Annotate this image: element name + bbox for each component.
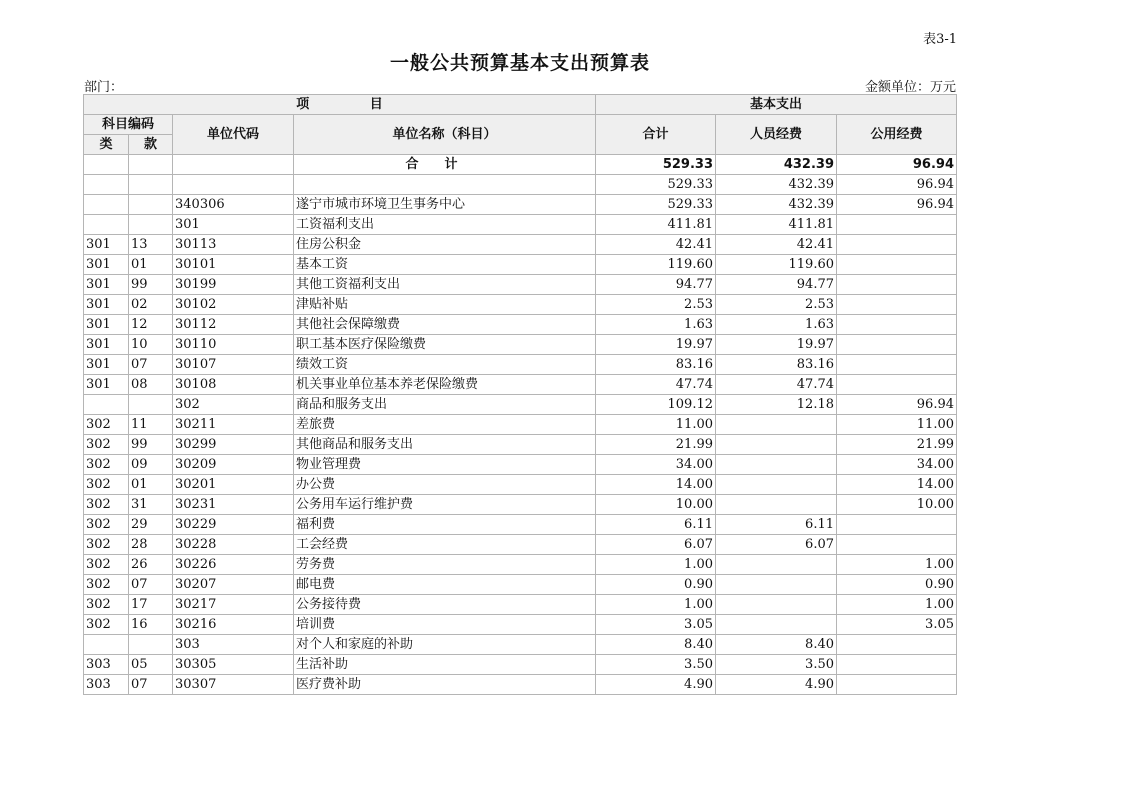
section-cell: 29 <box>129 515 173 535</box>
table-header <box>84 95 957 155</box>
table-row <box>84 675 957 695</box>
table-row <box>84 515 957 535</box>
unit-code-cell: 30201 <box>173 475 294 495</box>
unit-name-cell: 商品和服务支出 <box>294 395 596 415</box>
report-title: 一般公共预算基本支出预算表 <box>389 52 650 74</box>
category-cell <box>84 195 129 215</box>
section-cell: 31 <box>129 495 173 515</box>
unit-name-cell: 邮电费 <box>294 575 596 595</box>
total-cell: 4.90 <box>596 675 716 695</box>
personnel-cell: 8.40 <box>716 635 837 655</box>
unit-name-cell <box>294 175 596 195</box>
section-cell <box>129 395 173 415</box>
unit-code-cell: 30299 <box>173 435 294 455</box>
total-personnel: 432.39 <box>716 155 837 175</box>
category-cell <box>84 395 129 415</box>
category-cell: 302 <box>84 535 129 555</box>
table-row <box>84 195 957 215</box>
category-cell: 302 <box>84 555 129 575</box>
public-cell <box>837 355 957 375</box>
personnel-cell: 6.11 <box>716 515 837 535</box>
section-cell: 99 <box>129 275 173 295</box>
total-sec-cell <box>129 155 173 175</box>
section-cell: 07 <box>129 675 173 695</box>
section-cell: 28 <box>129 535 173 555</box>
unit-name-cell: 住房公积金 <box>294 235 596 255</box>
personnel-cell: 4.90 <box>716 675 837 695</box>
section-cell: 99 <box>129 435 173 455</box>
total-cat-cell <box>84 155 129 175</box>
section-cell: 01 <box>129 255 173 275</box>
table-row <box>84 295 957 315</box>
category-cell: 301 <box>84 295 129 315</box>
table-row <box>84 215 957 235</box>
section-cell: 02 <box>129 295 173 315</box>
public-cell <box>837 335 957 355</box>
table-row <box>84 555 957 575</box>
section-cell: 16 <box>129 615 173 635</box>
unit-name-cell: 工会经费 <box>294 535 596 555</box>
total-cell: 8.40 <box>596 635 716 655</box>
public-cell <box>837 275 957 295</box>
public-cell <box>837 315 957 335</box>
total-cell: 21.99 <box>596 435 716 455</box>
public-cell <box>837 635 957 655</box>
header-section: 款 <box>129 135 173 155</box>
unit-name-cell: 对个人和家庭的补助 <box>294 635 596 655</box>
header-unit-code: 单位代码 <box>173 115 294 155</box>
total-cell: 2.53 <box>596 295 716 315</box>
section-cell: 10 <box>129 335 173 355</box>
unit-name-cell: 绩效工资 <box>294 355 596 375</box>
personnel-cell: 1.63 <box>716 315 837 335</box>
section-cell: 05 <box>129 655 173 675</box>
unit-name-cell: 其他商品和服务支出 <box>294 435 596 455</box>
public-cell: 34.00 <box>837 455 957 475</box>
public-cell: 96.94 <box>837 195 957 215</box>
personnel-cell: 432.39 <box>716 195 837 215</box>
public-cell: 3.05 <box>837 615 957 635</box>
public-cell <box>837 375 957 395</box>
public-cell: 96.94 <box>837 175 957 195</box>
public-cell <box>837 675 957 695</box>
unit-code-cell: 30228 <box>173 535 294 555</box>
unit-name-cell: 劳务费 <box>294 555 596 575</box>
section-cell: 13 <box>129 235 173 255</box>
unit-code-cell: 30217 <box>173 595 294 615</box>
personnel-cell: 2.53 <box>716 295 837 315</box>
category-cell: 301 <box>84 375 129 395</box>
total-code-cell <box>173 155 294 175</box>
public-cell: 96.94 <box>837 395 957 415</box>
unit-name-cell: 职工基本医疗保险缴费 <box>294 335 596 355</box>
section-cell <box>129 195 173 215</box>
total-cell: 109.12 <box>596 395 716 415</box>
table-row <box>84 535 957 555</box>
public-cell: 1.00 <box>837 595 957 615</box>
category-cell: 301 <box>84 355 129 375</box>
total-cell: 6.11 <box>596 515 716 535</box>
total-row <box>84 155 957 175</box>
public-cell <box>837 535 957 555</box>
section-cell: 08 <box>129 375 173 395</box>
category-cell: 301 <box>84 235 129 255</box>
personnel-cell <box>716 615 837 635</box>
category-cell: 301 <box>84 275 129 295</box>
public-cell <box>837 235 957 255</box>
total-cell: 42.41 <box>596 235 716 255</box>
personnel-cell: 42.41 <box>716 235 837 255</box>
total-label: 合计 <box>294 155 596 175</box>
unit-name-cell: 公务接待费 <box>294 595 596 615</box>
section-cell <box>129 175 173 195</box>
personnel-cell <box>716 455 837 475</box>
unit-code-cell: 30209 <box>173 455 294 475</box>
personnel-cell <box>716 435 837 455</box>
personnel-cell: 119.60 <box>716 255 837 275</box>
total-cell: 529.33 <box>596 195 716 215</box>
personnel-cell: 94.77 <box>716 275 837 295</box>
table-row <box>84 235 957 255</box>
total-cell: 19.97 <box>596 335 716 355</box>
total-public: 96.94 <box>837 155 957 175</box>
category-cell <box>84 635 129 655</box>
public-cell <box>837 255 957 275</box>
unit-name-cell: 工资福利支出 <box>294 215 596 235</box>
public-cell <box>837 515 957 535</box>
unit-code-cell: 30101 <box>173 255 294 275</box>
unit-name-cell: 福利费 <box>294 515 596 535</box>
table-row <box>84 575 957 595</box>
total-cell: 411.81 <box>596 215 716 235</box>
category-cell <box>84 175 129 195</box>
table-row <box>84 355 957 375</box>
total-cell: 1.00 <box>596 555 716 575</box>
total-cell: 1.63 <box>596 315 716 335</box>
total-cell: 6.07 <box>596 535 716 555</box>
table-row <box>84 375 957 395</box>
public-cell: 0.90 <box>837 575 957 595</box>
table-row <box>84 415 957 435</box>
category-cell: 302 <box>84 575 129 595</box>
header-basic-expense: 基本支出 <box>596 95 957 115</box>
unit-code-cell: 30107 <box>173 355 294 375</box>
section-cell <box>129 635 173 655</box>
total-amount: 529.33 <box>596 155 716 175</box>
unit-name-cell: 差旅费 <box>294 415 596 435</box>
personnel-cell: 83.16 <box>716 355 837 375</box>
public-cell: 10.00 <box>837 495 957 515</box>
category-cell: 301 <box>84 335 129 355</box>
personnel-cell <box>716 575 837 595</box>
unit-code-cell: 30108 <box>173 375 294 395</box>
table-row <box>84 395 957 415</box>
unit-code-cell: 30305 <box>173 655 294 675</box>
total-cell: 34.00 <box>596 455 716 475</box>
section-cell: 17 <box>129 595 173 615</box>
public-cell <box>837 295 957 315</box>
unit-code-cell: 30231 <box>173 495 294 515</box>
table-row <box>84 475 957 495</box>
unit-code-cell: 30113 <box>173 235 294 255</box>
unit-name-cell: 津贴补贴 <box>294 295 596 315</box>
unit-code-cell: 30216 <box>173 615 294 635</box>
unit-name-cell: 遂宁市城市环境卫生事务中心 <box>294 195 596 215</box>
table-row <box>84 335 957 355</box>
unit-name-cell: 医疗费补助 <box>294 675 596 695</box>
unit-code-cell: 30199 <box>173 275 294 295</box>
total-cell: 11.00 <box>596 415 716 435</box>
section-cell: 11 <box>129 415 173 435</box>
table-row <box>84 495 957 515</box>
section-cell: 26 <box>129 555 173 575</box>
public-cell: 1.00 <box>837 555 957 575</box>
unit-code-cell: 302 <box>173 395 294 415</box>
header-personnel: 人员经费 <box>716 115 837 155</box>
personnel-cell: 6.07 <box>716 535 837 555</box>
unit-code-cell: 30211 <box>173 415 294 435</box>
unit-name-cell: 办公费 <box>294 475 596 495</box>
public-cell: 14.00 <box>837 475 957 495</box>
total-cell: 3.50 <box>596 655 716 675</box>
header-category: 类 <box>84 135 129 155</box>
sheet-label: 表3-1 <box>923 32 957 47</box>
header-item: 项 目 <box>84 95 596 115</box>
personnel-cell: 3.50 <box>716 655 837 675</box>
total-cell: 119.60 <box>596 255 716 275</box>
table-row <box>84 315 957 335</box>
category-cell: 301 <box>84 315 129 335</box>
category-cell: 302 <box>84 495 129 515</box>
amount-unit-label: 金额单位：万元 <box>864 80 956 95</box>
table-row <box>84 175 957 195</box>
department-label: 部门： <box>84 80 124 95</box>
table-row <box>84 595 957 615</box>
unit-code-cell: 30110 <box>173 335 294 355</box>
category-cell: 303 <box>84 655 129 675</box>
public-cell <box>837 655 957 675</box>
unit-code-cell: 303 <box>173 635 294 655</box>
table-row <box>84 255 957 275</box>
table-row <box>84 615 957 635</box>
unit-code-cell: 30207 <box>173 575 294 595</box>
total-cell: 529.33 <box>596 175 716 195</box>
unit-name-cell: 物业管理费 <box>294 455 596 475</box>
header-public: 公用经费 <box>837 115 957 155</box>
personnel-cell <box>716 555 837 575</box>
unit-name-cell: 培训费 <box>294 615 596 635</box>
total-cell: 0.90 <box>596 575 716 595</box>
personnel-cell <box>716 415 837 435</box>
total-cell: 47.74 <box>596 375 716 395</box>
table-row <box>84 635 957 655</box>
category-cell: 303 <box>84 675 129 695</box>
unit-name-cell: 其他社会保障缴费 <box>294 315 596 335</box>
category-cell: 302 <box>84 415 129 435</box>
table-row <box>84 455 957 475</box>
public-cell: 21.99 <box>837 435 957 455</box>
category-cell: 302 <box>84 455 129 475</box>
unit-code-cell: 301 <box>173 215 294 235</box>
public-cell: 11.00 <box>837 415 957 435</box>
section-cell: 07 <box>129 575 173 595</box>
category-cell: 301 <box>84 255 129 275</box>
section-cell: 01 <box>129 475 173 495</box>
table-row <box>84 435 957 455</box>
unit-name-cell: 生活补助 <box>294 655 596 675</box>
total-cell: 10.00 <box>596 495 716 515</box>
header-unit-name: 单位名称（科目） <box>294 115 596 155</box>
category-cell <box>84 215 129 235</box>
unit-code-cell: 340306 <box>173 195 294 215</box>
unit-name-cell: 公务用车运行维护费 <box>294 495 596 515</box>
personnel-cell: 411.81 <box>716 215 837 235</box>
unit-code-cell: 30112 <box>173 315 294 335</box>
unit-code-cell: 30226 <box>173 555 294 575</box>
header-total: 合计 <box>596 115 716 155</box>
table-row <box>84 655 957 675</box>
total-cell: 94.77 <box>596 275 716 295</box>
category-cell: 302 <box>84 475 129 495</box>
public-cell <box>837 215 957 235</box>
table-row <box>84 275 957 295</box>
personnel-cell: 432.39 <box>716 175 837 195</box>
personnel-cell: 12.18 <box>716 395 837 415</box>
unit-code-cell <box>173 175 294 195</box>
unit-code-cell: 30307 <box>173 675 294 695</box>
personnel-cell <box>716 495 837 515</box>
total-cell: 14.00 <box>596 475 716 495</box>
category-cell: 302 <box>84 595 129 615</box>
unit-name-cell: 基本工资 <box>294 255 596 275</box>
category-cell: 302 <box>84 435 129 455</box>
unit-code-cell: 30102 <box>173 295 294 315</box>
unit-name-cell: 其他工资福利支出 <box>294 275 596 295</box>
category-cell: 302 <box>84 615 129 635</box>
table-body <box>84 155 957 695</box>
personnel-cell: 47.74 <box>716 375 837 395</box>
section-cell <box>129 215 173 235</box>
personnel-cell <box>716 475 837 495</box>
section-cell: 09 <box>129 455 173 475</box>
unit-name-cell: 机关事业单位基本养老保险缴费 <box>294 375 596 395</box>
header-subject-code: 科目编码 <box>84 115 173 135</box>
personnel-cell: 19.97 <box>716 335 837 355</box>
unit-code-cell: 30229 <box>173 515 294 535</box>
category-cell: 302 <box>84 515 129 535</box>
total-cell: 3.05 <box>596 615 716 635</box>
total-cell: 1.00 <box>596 595 716 615</box>
budget-table <box>83 94 957 695</box>
personnel-cell <box>716 595 837 615</box>
section-cell: 07 <box>129 355 173 375</box>
section-cell: 12 <box>129 315 173 335</box>
total-cell: 83.16 <box>596 355 716 375</box>
